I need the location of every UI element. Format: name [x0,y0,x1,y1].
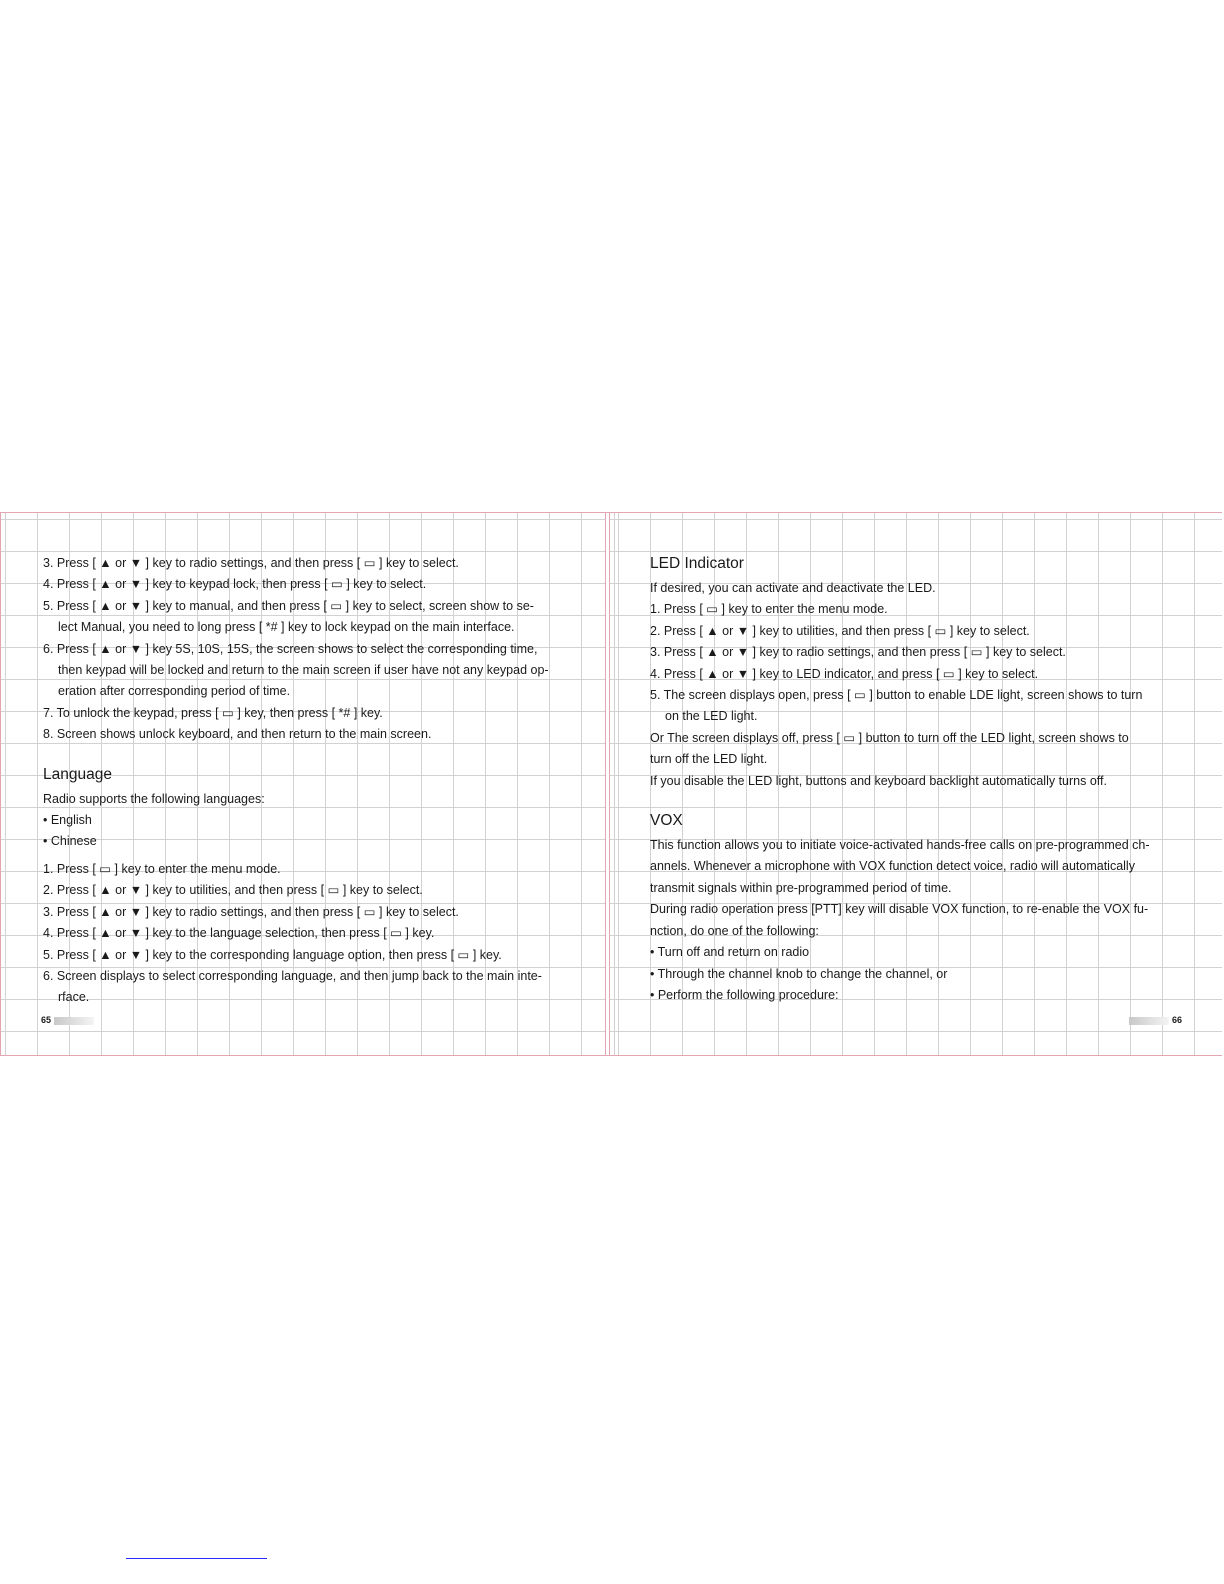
text-line: 6. Press [ ▲ or ▼ ] key 5S, 10S, 15S, the screen shows to select the corresponding time, [43,641,538,656]
vox-text: This function allows you to initiate voice-activated hands-free calls on pre-programmed ch- [650,838,1150,853]
text-line: 7. To unlock the keypad, press [ ▭ ] key, then press [ *# ] key. [43,705,383,720]
right-page-content [650,553,1182,1006]
language-step: rface. [58,990,90,1005]
vox-text: annels. Whenever a microphone with VOX function detect voice, radio will automatically [650,859,1135,874]
led-step: 1. Press [ ▭ ] key to enter the menu mode. [650,602,888,617]
text-line: 3. Press [ ▲ or ▼ ] key to radio settings, and then press [ ▭ ] key to select. [43,556,459,570]
text-line: 5. Press [ ▲ or ▼ ] key to manual, and then press [ ▭ ] key to select, screen show to se- [43,598,534,613]
left-page-content [43,553,569,1009]
language-bullet: • English [43,813,92,828]
language-step: 3. Press [ ▲ or ▼ ] key to radio settings, and then press [ ▭ ] key to select. [43,904,459,919]
text-line: then keypad will be locked and return to the main screen if user have not any keypad op- [58,663,549,678]
text-line: eration after corresponding period of time. [58,684,291,699]
led-intro: If desired, you can activate and deactivate the LED. [650,581,936,595]
language-step: 2. Press [ ▲ or ▼ ] key to utilities, and then press [ ▭ ] key to select. [43,883,423,898]
page-number: 65 [41,1015,52,1025]
language-step: 6. Screen displays to select corresponding language, and then jump back to the main inte- [43,968,542,983]
led-step: 5. The screen displays open, press [ ▭ ] button to enable LDE light, screen shows to turn [650,688,1143,703]
language-heading: Language [43,765,112,783]
left-page [1,513,606,1055]
text-line: lect Manual, you need to long press [ *# ] key to lock keypad on the main interface. [58,620,515,635]
led-step: 3. Press [ ▲ or ▼ ] key to radio settings, and then press [ ▭ ] key to select. [650,645,1066,660]
footer-link-underline [126,1558,267,1559]
language-bullet: • Chinese [43,834,97,849]
vox-text: nction, do one of the following: [650,923,819,938]
led-step: If you disable the LED light, buttons and keyboard backlight automatically turns off. [650,773,1107,788]
led-step: 4. Press [ ▲ or ▼ ] key to LED indicator, and press [ ▭ ] key to select. [650,666,1039,681]
led-indicator-heading: LED Indicator [650,555,744,572]
led-step: 2. Press [ ▲ or ▼ ] key to utilities, and then press [ ▭ ] key to select. [650,623,1030,638]
language-step: 5. Press [ ▲ or ▼ ] key to the corresponding language option, then press [ ▭ ] key. [43,947,502,962]
page-number-left [41,1015,94,1025]
vox-text: transmit signals within pre-programmed period of time. [650,880,952,895]
language-step: 4. Press [ ▲ or ▼ ] key to the language selection, then press [ ▭ ] key. [43,926,435,941]
page-number-right [1129,1015,1182,1025]
language-step: 1. Press [ ▭ ] key to enter the menu mode. [43,861,281,876]
led-step: on the LED light. [665,709,758,724]
right-page [609,513,1222,1055]
text-line: 8. Screen shows unlock keyboard, and then return to the main screen. [43,727,432,742]
language-intro: Radio supports the following languages: [43,791,265,806]
vox-heading: VOX [650,812,683,830]
manual-spread [0,512,1222,1056]
vox-bullet: • Perform the following procedure: [650,987,839,1002]
led-step: turn off the LED light. [650,752,768,767]
vox-text: During radio operation press [PTT] key will disable VOX function, to re-enable the VOX fu- [650,902,1149,917]
page-number-bar [1129,1017,1169,1025]
vox-bullet: • Through the channel knob to change the channel, or [650,966,948,981]
page-number: 66 [1171,1015,1182,1025]
page-number-bar [54,1017,94,1025]
vox-bullet: • Turn off and return on radio [650,945,810,960]
text-line: 4. Press [ ▲ or ▼ ] key to keypad lock, then press [ ▭ ] key to select. [43,577,427,592]
led-step: Or The screen displays off, press [ ▭ ] button to turn off the LED light, screen shows to [650,730,1129,745]
